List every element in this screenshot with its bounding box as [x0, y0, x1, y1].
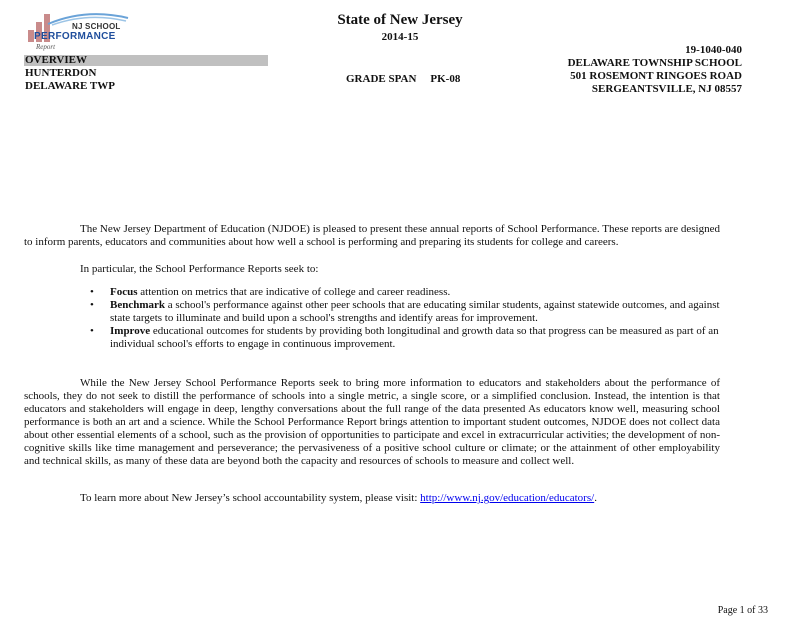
logo-text-performance: PERFORMANCE: [34, 31, 116, 42]
school-address: 501 ROSEMONT RINGOES ROAD: [570, 70, 742, 82]
bullet-icon: •: [90, 286, 94, 298]
section-overview-label: OVERVIEW: [25, 54, 87, 66]
bullet-icon: •: [90, 325, 94, 337]
learn-more-text: To learn more about New Jersey’s school accountability system, please visit:: [80, 492, 421, 504]
list-item-keyword: Focus: [110, 286, 138, 298]
logo-text-nj-school: NJ SCHOOL: [72, 22, 121, 31]
intro-paragraph: The New Jersey Department of Education (NJDOE) is pleased to present these annual reports of School Performance. These reports are designed to inform parents, educators and communities about how well a school is performing and preparing its students for college and careers.: [24, 223, 720, 248]
logo-text-report: Report: [36, 43, 56, 51]
learn-more-period: .: [594, 492, 597, 504]
learn-more-paragraph: [80, 492, 720, 505]
educators-link[interactable]: http://www.nj.gov/education/educators/: [420, 492, 595, 504]
list-item-text: attention on metrics that are indicative of college and career readiness.: [137, 286, 451, 298]
county-name: HUNTERDON: [25, 67, 97, 79]
performance-paragraph: While the New Jersey School Performance Reports seek to bring more information to educators and stakeholders about the performance of schools, they do not seek to distill the performance of schools into a single metric, a single score, or a simplified conclusion. Instead, the intention is that educators and stakeholders will engage in deep, lengthy conversations about the full range of the data presented As educators know well, measuring school performance is both an art and a science. While the School Performance Report brings attention to important student outcomes, NJDOE does not collect data about other essential elements of a school, such as the provision of opportunities to participate and excel in extracurricular activities; the development of non-cognitive skills like time management and perseverance; the pervasiveness of a positive school culture or climate; or the attainment of other employability and technical skills, as many of these data are beyond both the capacity and resources of schools to measure and collect well.: [24, 377, 720, 467]
list-item: [90, 325, 720, 351]
list-item-text: a school's performance against other peer schools that are educating similar students, against statewide outcomes, and against state targets to illuminate and build upon a school's strengths and identify areas for improvement.: [110, 299, 720, 324]
district-name: DELAWARE TWP: [25, 80, 115, 92]
school-code: 19-1040-040: [685, 44, 742, 56]
grade-span-label: GRADE SPAN: [346, 73, 417, 85]
school-info: [568, 44, 742, 96]
list-item-keyword: Benchmark: [110, 299, 165, 311]
bullet-icon: •: [90, 299, 94, 311]
list-item: [90, 286, 720, 299]
school-name: DELAWARE TOWNSHIP SCHOOL: [567, 57, 742, 69]
grade-span-value: PK-08: [430, 73, 461, 85]
page-title: State of New Jersey: [337, 12, 463, 28]
particular-paragraph: In particular, the School Performance Reports seek to:: [80, 263, 319, 275]
page-number: Page 1 of 33: [717, 605, 768, 616]
list-item-text: educational outcomes for students by providing both longitudinal and growth data so that progress can be measured as part of an individual school's efforts to engage in continuous improvement.: [110, 325, 719, 350]
goals-list: [90, 286, 720, 351]
school-year: 2014-15: [381, 31, 419, 43]
list-item: [90, 299, 720, 325]
list-item-keyword: Improve: [110, 325, 151, 337]
school-city: SERGEANTSVILLE, NJ 08557: [591, 83, 742, 95]
grade-span: [346, 73, 460, 85]
